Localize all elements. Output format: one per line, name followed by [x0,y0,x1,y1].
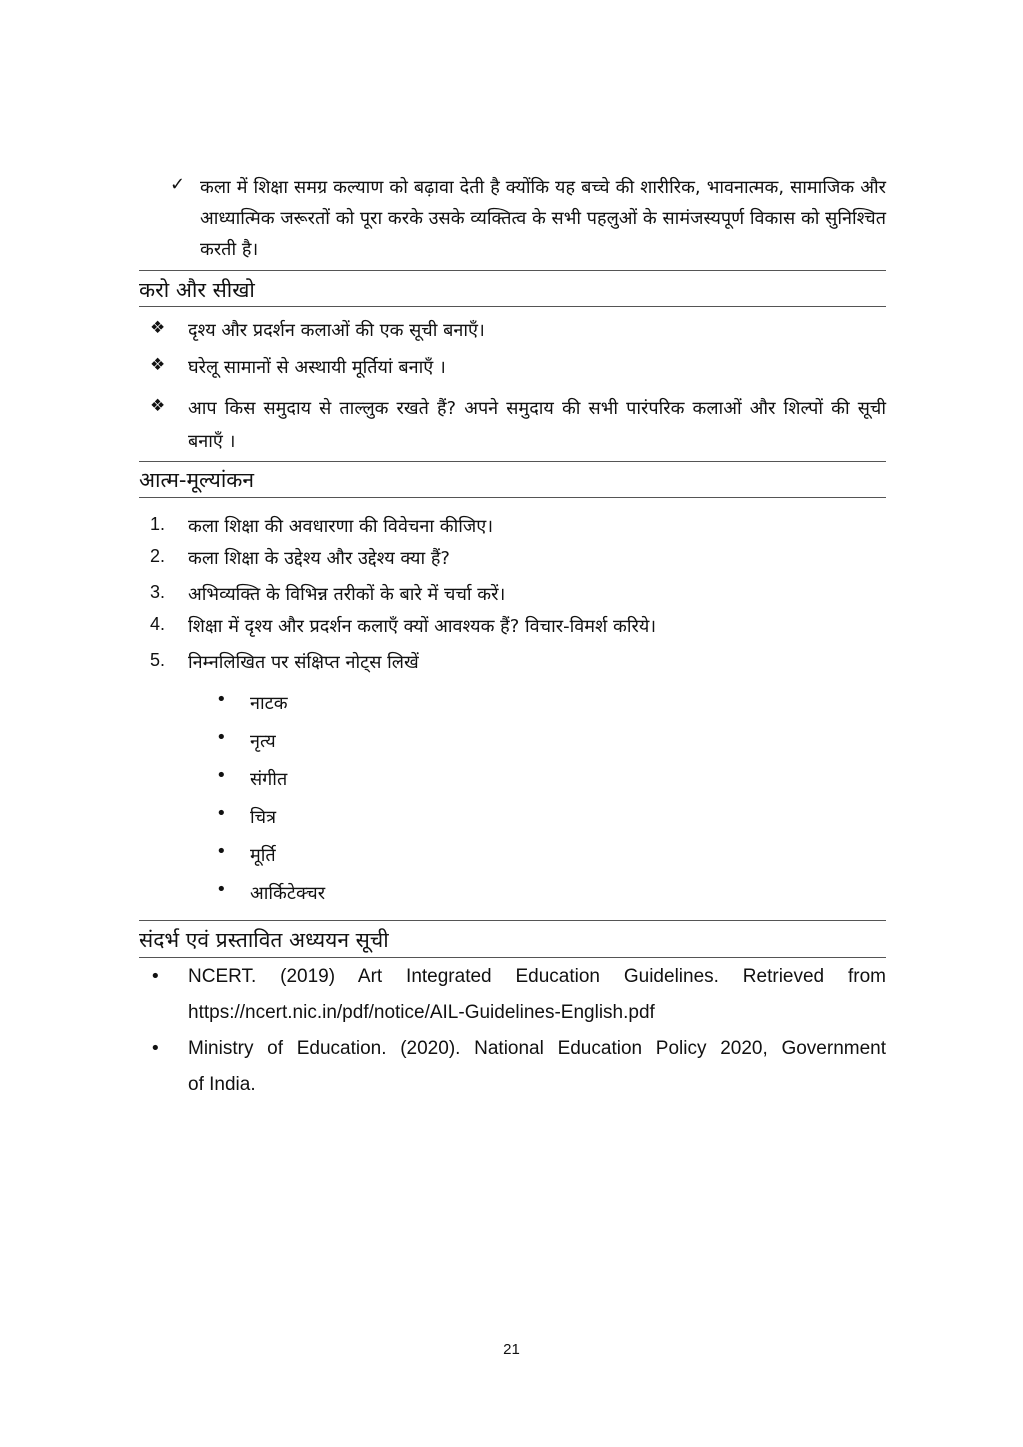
reference-url[interactable]: https://ncert.nic.in/pdf/notice/AIL-Guidelines-English.pdf [188,1002,655,1023]
bullet-dot-icon: • [216,841,227,862]
bullet-dot-icon: • [216,727,227,748]
reference-item [150,959,886,1031]
sub-list-item-text: संगीत [250,769,288,790]
question-number: 2. [150,546,166,566]
bullet-dot-icon: • [216,803,227,824]
reference-line: of India. [188,1074,256,1095]
question-number: 1. [150,514,166,534]
bullet-dot-icon: • [216,879,227,900]
question-text: शिक्षा में दृश्य और प्रदर्शन कलाएँ क्यों आवश्यक हैं? विचार-विमर्श करिये। [188,616,657,637]
list-item [150,314,886,347]
sub-list-item [216,765,287,795]
sub-list-item [216,879,325,909]
list-item [150,392,886,458]
diamond-bullet-icon: ❖ [150,355,166,375]
section-heading-references: संदर्भ एवं प्रस्तावित अध्ययन सूची [139,928,389,952]
reference-line: NCERT. (2019) Art Integrated Education Guidelines. Retrieved from [188,966,886,987]
bullet-dot-icon: • [150,966,161,987]
bullet-dot-icon: • [150,1038,161,1059]
question-number: 3. [150,582,166,602]
list-item [150,351,886,384]
sub-list-item-text: चित्र [250,807,277,828]
question-text: कला शिक्षा की अवधारणा की विवेचना कीजिए। [188,516,494,537]
section-rule-top [139,920,886,921]
sub-list-item-text: नाटक [250,693,288,714]
reference-line: Ministry of Education. (2020). National Education Policy 2020, Government [188,1038,886,1059]
page-number: 21 [503,1341,520,1358]
list-item-text: आप किस समुदाय से ताल्लुक रखते हैं? अपने समुदाय की सभी पारंपरिक कलाओं और शिल्पों की सूची बनाएँ । [188,398,886,452]
question-item [150,612,886,642]
question-text: निम्नलिखित पर संक्षिप्त नोट्स लिखें [188,652,419,673]
sub-list-item [216,803,276,833]
section-rule-top [139,270,886,271]
section-rule-bottom [139,957,886,958]
sub-list-item-text: मूर्ति [250,845,276,866]
question-text: अभिव्यक्ति के विभिन्न तरीकों के बारे में चर्चा करें। [188,584,506,605]
question-number: 4. [150,614,166,634]
question-item [150,580,886,610]
diamond-bullet-icon: ❖ [150,396,166,416]
section-rule-bottom [139,306,886,307]
question-item [150,544,886,574]
section-heading-do-and-learn: करो और सीखो [139,278,255,302]
sub-list-item [216,727,276,757]
question-item [150,512,886,542]
section-rule-top [139,461,886,462]
question-number: 5. [150,650,166,670]
reference-item [150,1031,886,1103]
section-heading-self-assessment: आत्म-मूल्यांकन [139,468,255,492]
check-mark-icon: ✓ [170,174,186,195]
list-item-text: दृश्य और प्रदर्शन कलाओं की एक सूची बनाएँ। [188,320,485,341]
intro-check-item [170,172,886,265]
sub-list-item-text: आर्किटेक्चर [250,883,326,904]
intro-text: कला में शिक्षा समग्र कल्याण को बढ़ावा देती है क्योंकि यह बच्चे की शारीरिक, भावनात्मक, सामाजिक और आध्यात्मिक जरूरतों को पूरा करके उसके व्यक्तित्व के सभी पहलुओं के सामंजस्यपूर्ण विकास को सुनिश्चित करती है। [200,177,886,260]
sub-list-item [216,689,288,719]
diamond-bullet-icon: ❖ [150,318,166,338]
bullet-dot-icon: • [216,689,227,710]
list-item-text: घरेलू सामानों से अस्थायी मूर्तियां बनाएँ । [188,357,446,378]
question-text: कला शिक्षा के उद्देश्य और उद्देश्य क्या हैं? [188,548,450,569]
section-rule-bottom [139,497,886,498]
question-item [150,648,886,678]
bullet-dot-icon: • [216,765,227,786]
sub-list-item-text: नृत्य [250,731,276,752]
sub-list-item [216,841,276,871]
